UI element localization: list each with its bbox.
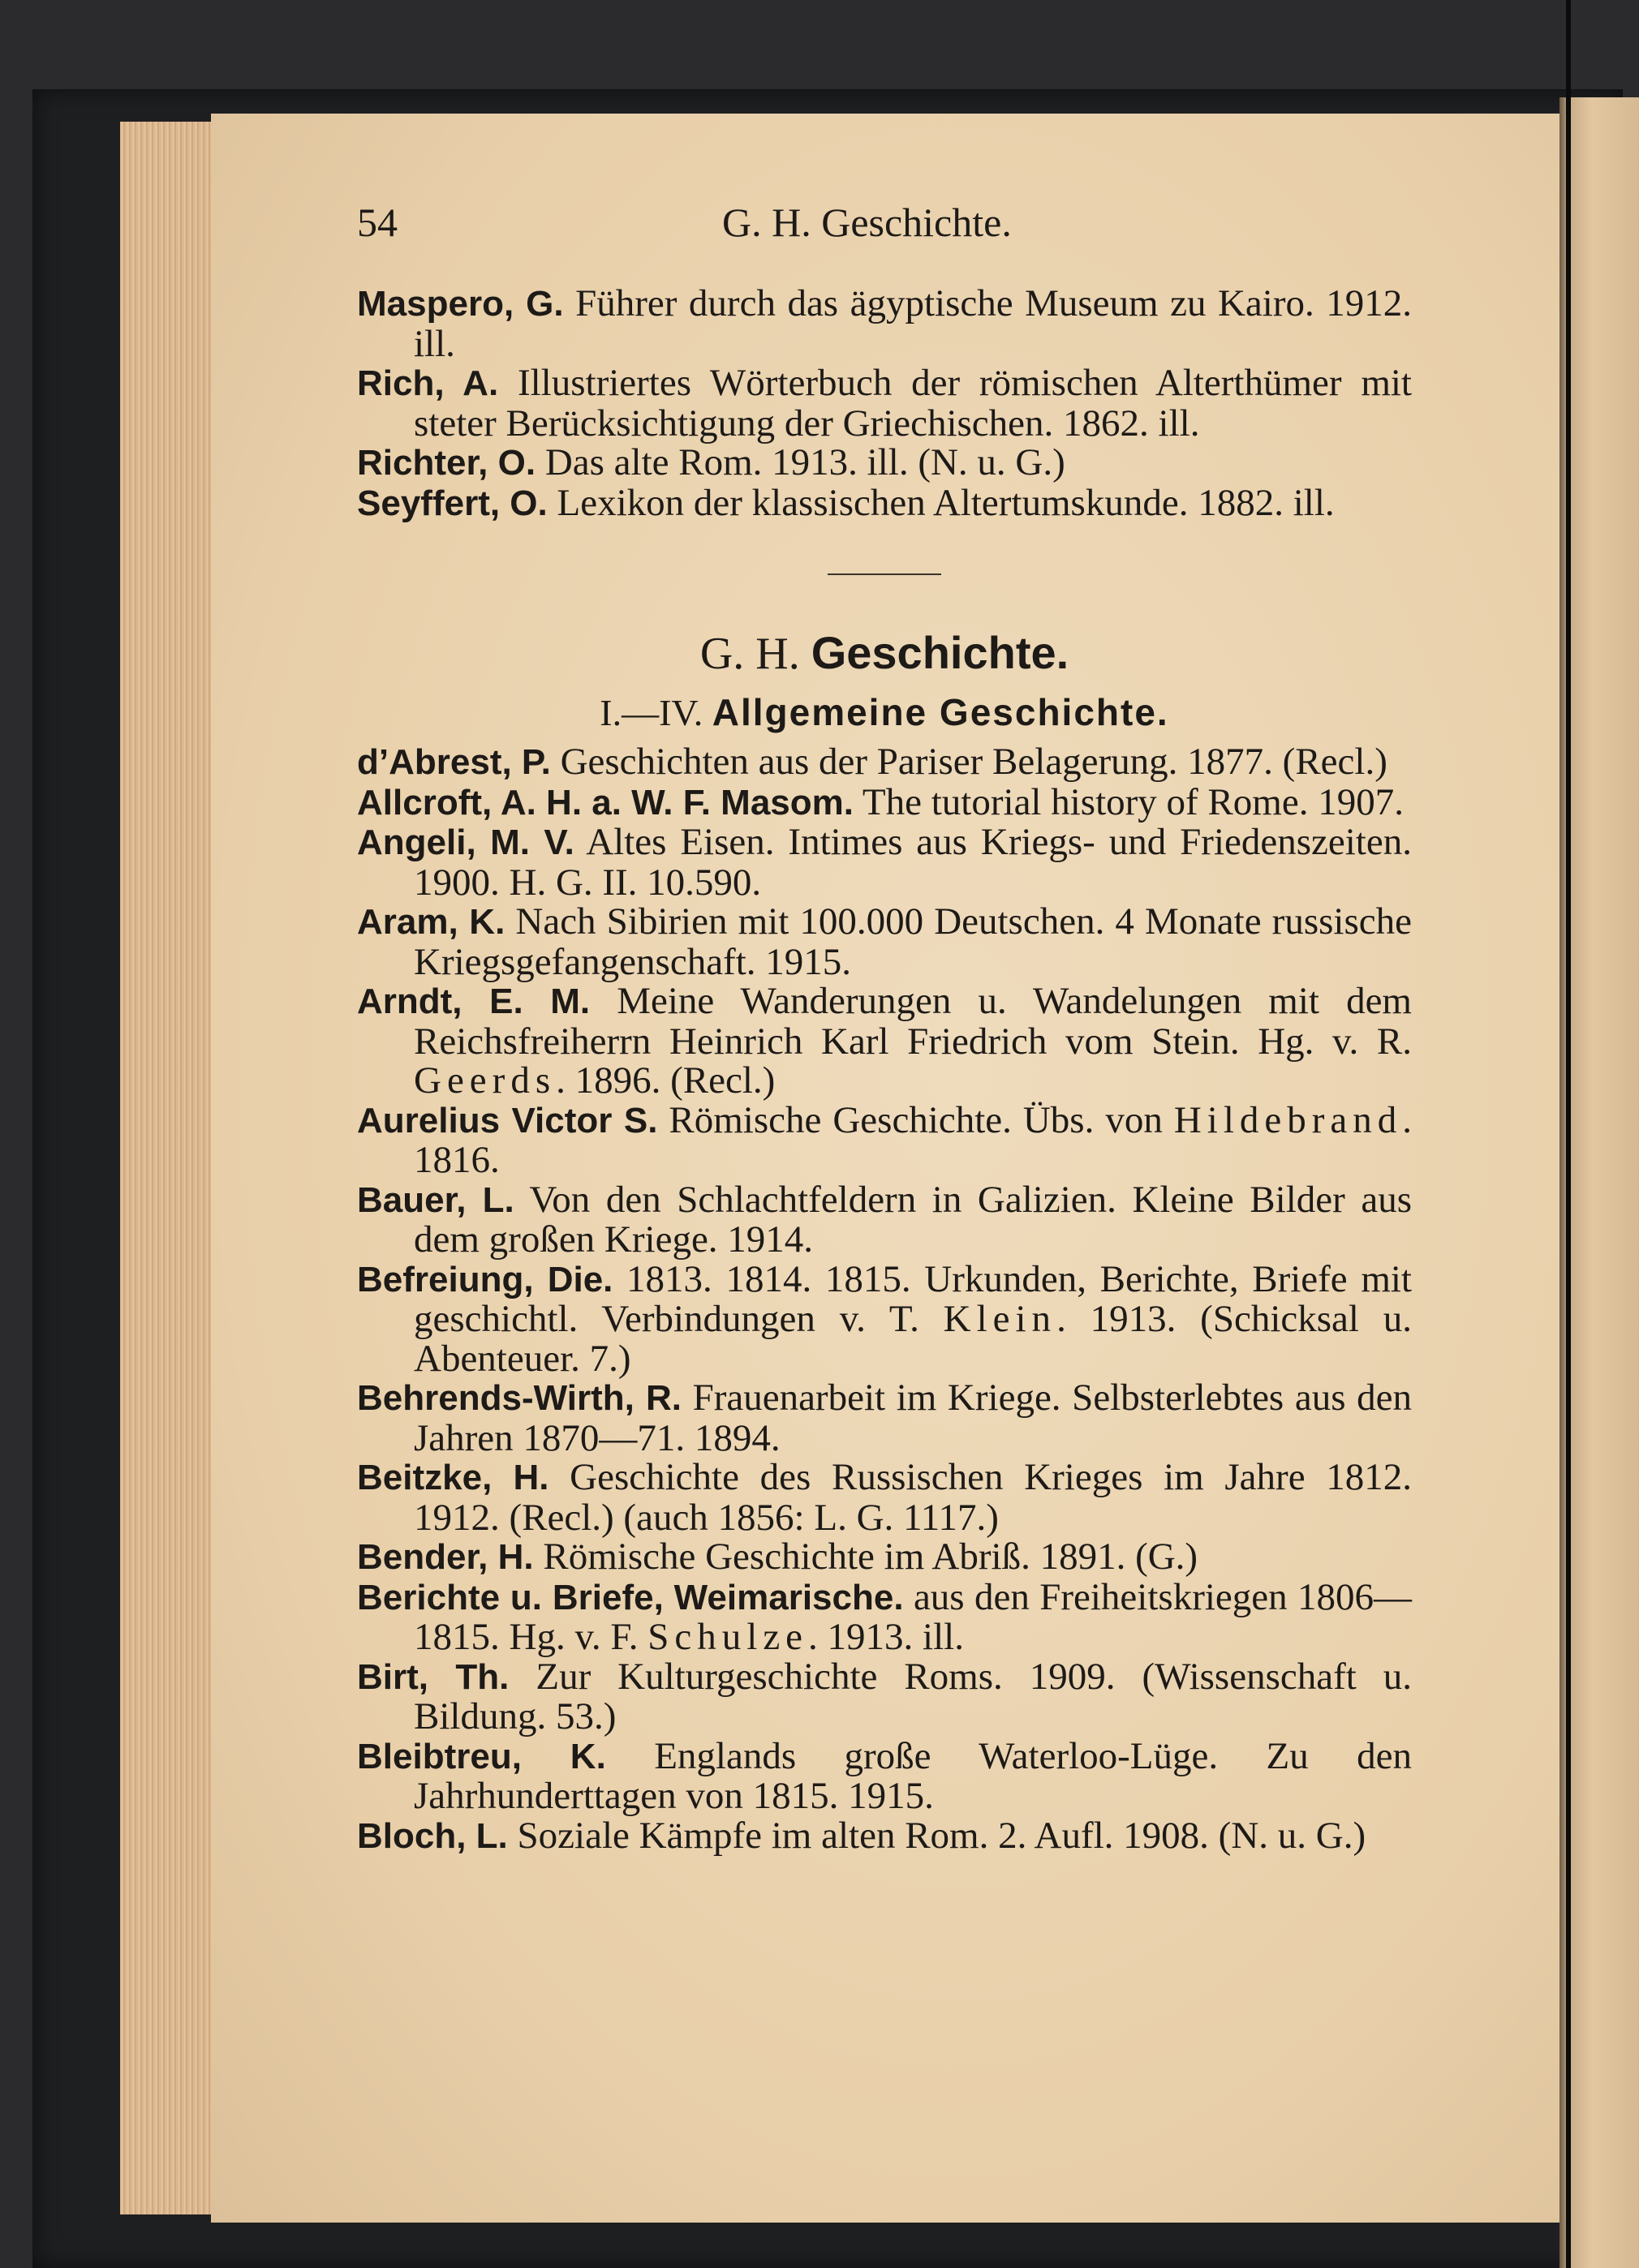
bib-entry	[357, 1537, 1412, 1578]
entry-author: Seyffert, O.	[357, 483, 548, 523]
entry-author: Aurelius Victor S.	[357, 1100, 658, 1140]
entry-author: Bleibtreu, K.	[357, 1736, 606, 1776]
bib-entry	[357, 742, 1412, 783]
entry-author: Bender, H.	[357, 1537, 534, 1577]
entry-text: Illustriertes Wörterbuch der römischen Alterthümer mit steter Berücksichtigung der Griechischen. 1862. ill.	[414, 362, 1412, 445]
entries-top	[357, 284, 1412, 523]
entry-author: Birt, Th.	[357, 1656, 510, 1697]
section-heading	[357, 629, 1412, 678]
subsection-heading	[357, 689, 1412, 736]
entry-text-after: . 1913. (Schicksal u. Abenteuer. 7.)	[414, 1298, 1412, 1380]
bib-entry	[357, 982, 1412, 1101]
running-title: G. H. Geschichte.	[722, 200, 1012, 245]
entry-author: Berichte u. Briefe, Weimarische.	[357, 1577, 904, 1617]
entry-text: Zur Kulturgeschichte Roms. 1909. (Wissenschaft u. Bildung. 53.)	[414, 1655, 1412, 1738]
bib-entry	[357, 823, 1412, 902]
entry-author: Arndt, E. M.	[357, 982, 591, 1021]
section-title: Geschichte.	[811, 627, 1069, 678]
entry-text: Von den Schlachtfeldern in Galizien. Kleine Bilder aus dem großen Kriege. 1914.	[414, 1178, 1412, 1261]
entry-text: Das alte Rom. 1913. ill. (N. u. G.)	[536, 441, 1065, 483]
bib-entry	[357, 1098, 1412, 1181]
entry-author: Rich, A.	[357, 363, 499, 403]
bib-entry	[357, 1257, 1412, 1380]
entry-author: Bloch, L.	[357, 1815, 508, 1856]
entry-author: Befreiung, Die.	[357, 1259, 613, 1299]
subsection-title: Allgemeine Geschichte.	[712, 691, 1169, 733]
entry-editor: Geerds	[414, 1059, 557, 1102]
bib-entry	[357, 1734, 1412, 1817]
entry-text: Geschichte des Russischen Krieges im Jahre 1812. 1912. (Recl.) (auch 1856: L. G. 1117.)	[414, 1456, 1412, 1539]
bib-entry	[357, 780, 1412, 823]
entry-text: aus den Freiheitskriegen 1806—1815. Hg. v. F.	[414, 1575, 1413, 1658]
bib-entry	[357, 284, 1412, 363]
section-divider	[828, 573, 941, 575]
bib-entry	[357, 1180, 1412, 1260]
entry-text: Englands große Waterloo-Lüge. Zu den Jahrhunderttagen von 1815. 1915.	[414, 1734, 1412, 1817]
entry-author: d’Abrest, P.	[357, 742, 551, 782]
running-head	[357, 187, 1412, 284]
entry-text: Frauenarbeit im Kriege. Selbsterlebtes aus den Jahren 1870—71. 1894.	[414, 1377, 1412, 1459]
entry-text-after: . 1913. ill.	[808, 1616, 964, 1658]
page-number: 54	[357, 200, 398, 245]
page-text	[357, 187, 1412, 1856]
entries	[357, 742, 1412, 1856]
entry-author: Maspero, G.	[357, 284, 564, 324]
entry-text: Geschichten aus der Pariser Belagerung. 1877. (Recl.)	[550, 741, 1387, 783]
entry-author: Beitzke, H.	[357, 1458, 549, 1497]
bib-entry	[357, 1816, 1412, 1857]
bib-entry	[357, 483, 1412, 524]
entry-text: Führer durch das ägyptische Museum zu Kairo. 1912. ill.	[414, 282, 1412, 365]
binding-shadow	[1566, 0, 1571, 2268]
entry-text: 1813. 1814. 1815. Urkunden, Berichte, Briefe mit geschichtl. Verbindungen v. T.	[414, 1257, 1412, 1340]
entry-author: Aram, K.	[357, 902, 505, 942]
entry-text: Römische Geschichte. Übs. von	[657, 1098, 1174, 1141]
entry-author: Bauer, L.	[357, 1179, 514, 1220]
subsection-prefix: I.—IV.	[600, 692, 712, 733]
bib-entry	[357, 363, 1412, 443]
entry-editor: Schulze	[647, 1616, 809, 1658]
entry-editor: Klein	[943, 1298, 1057, 1340]
entry-text: The tutorial history of Rome. 1907.	[854, 780, 1404, 823]
entry-author: Allcroft, A. H. a. W. F. Masom.	[357, 782, 854, 823]
entry-text: Meine Wanderungen u. Wandelungen mit dem Reichsfreiherrn Heinrich Karl Friedrich vom Stein. Hg. v. R.	[414, 980, 1412, 1063]
entry-text: Soziale Kämpfe im alten Rom. 2. Aufl. 1908. (N. u. G.)	[507, 1814, 1366, 1857]
entry-author: Angeli, M. V.	[357, 823, 574, 862]
bib-entry	[357, 1575, 1413, 1658]
entry-text-after: . 1896. (Recl.)	[556, 1059, 776, 1102]
entry-text: Römische Geschichte im Abriß. 1891. (G.)	[533, 1536, 1198, 1578]
entry-translator: Hildebrand	[1173, 1098, 1403, 1141]
bib-entry	[357, 1378, 1412, 1458]
bib-entry	[357, 1657, 1412, 1737]
entry-text: Nach Sibirien mit 100.000 Deutschen. 4 Monate russische Kriegsgefangenschaft. 1915.	[414, 900, 1412, 983]
bib-entry	[357, 1458, 1412, 1537]
bib-entry	[357, 902, 1412, 982]
section-prefix: G. H.	[699, 629, 811, 679]
entry-author: Richter, O.	[357, 443, 536, 483]
facing-page-edge	[1559, 97, 1639, 2268]
entry-text-after: . 1816.	[414, 1098, 1412, 1181]
entry-author: Behrends-Wirth, R.	[357, 1378, 682, 1418]
entry-text: Altes Eisen. Intimes aus Kriegs- und Friedenszeiten. 1900. H. G. II. 10.590.	[414, 821, 1412, 904]
bib-entry	[357, 443, 1412, 483]
page-edges	[120, 122, 226, 2214]
entry-text: Lexikon der klassischen Altertumskunde. 1882. ill.	[547, 481, 1335, 524]
